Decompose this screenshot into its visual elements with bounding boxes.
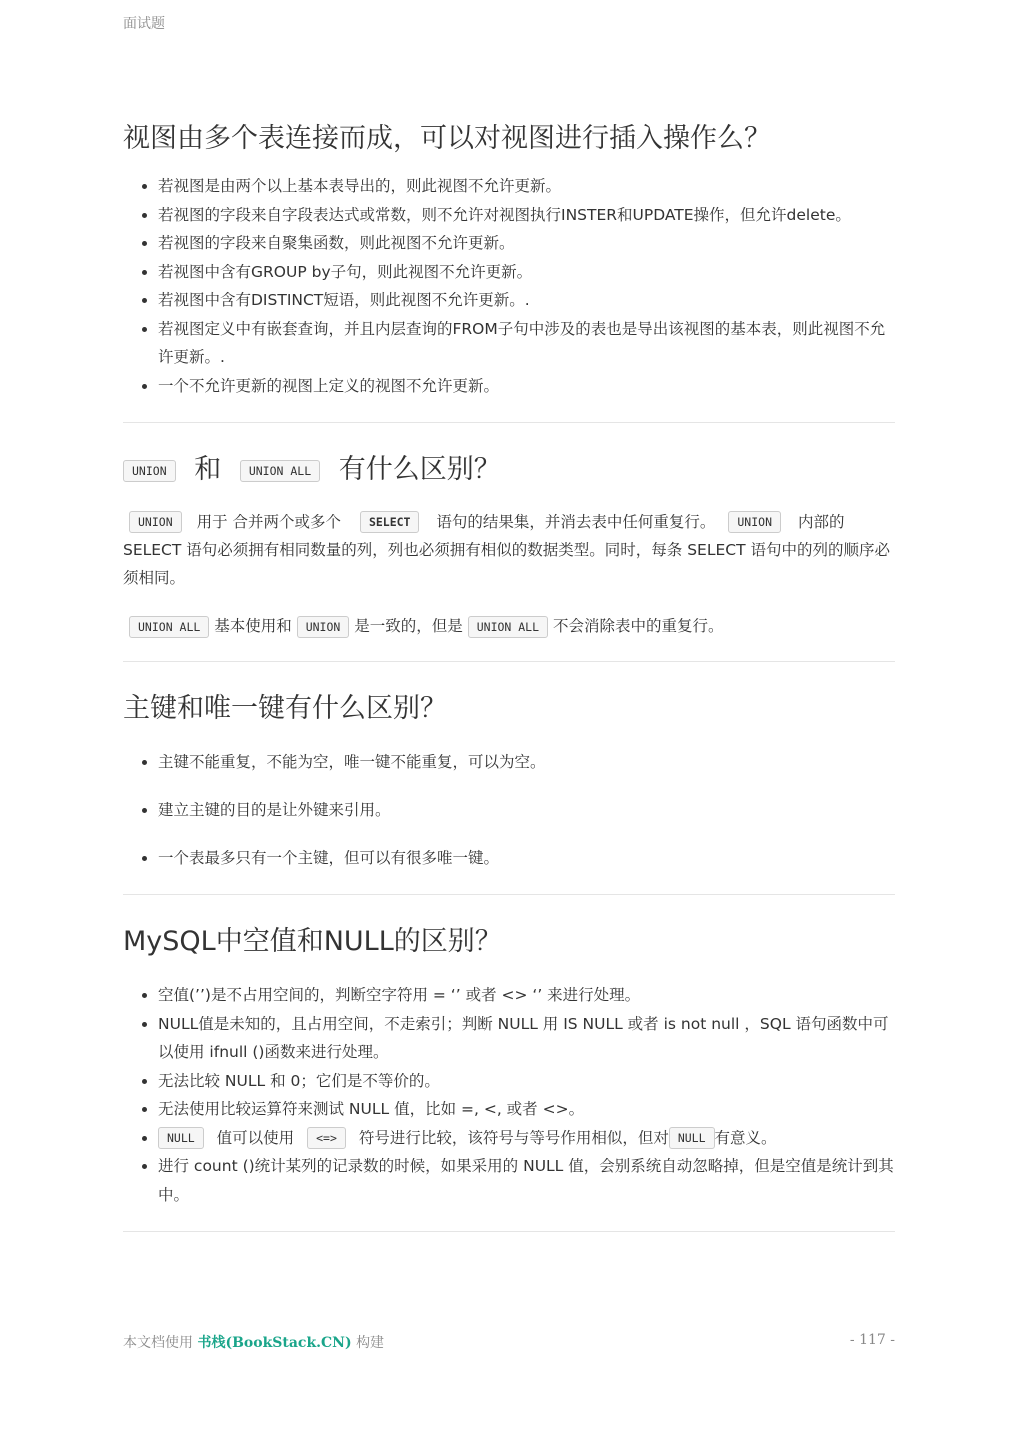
item-text: 值可以使用 (216, 1128, 295, 1147)
union-paragraph-2 (123, 612, 895, 641)
list-item: • 主键不能重复，不能为空，唯一键不能重复，可以为空。 (158, 748, 895, 777)
divider (123, 894, 895, 895)
key-difference-list (123, 748, 895, 873)
list-item: • 若视图定义中有嵌套查询，并且内层查询的FROM子句中涉及的表也是导出该视图的基本表，则此视图不允许更新。. (158, 315, 895, 372)
code-null: NULL (669, 1127, 715, 1149)
list-item: • 无法使用比较运算符来测试 NULL 值，比如 =, <, 或者 <>。 (158, 1095, 895, 1124)
list-item (158, 1124, 895, 1153)
paragraph-text: 内部的 SELECT 语句必须拥有相同数量的列，列也必须拥有相似的数据类型。同时，每条 SELECT 语句中的列的顺序必须相同。 (123, 512, 890, 587)
null-difference-list (123, 981, 895, 1209)
list-item: • 若视图中含有GROUP by子句，则此视图不允许更新。 (158, 258, 895, 287)
list-item: • 无法比较 NULL 和 0；它们是不等价的。 (158, 1067, 895, 1096)
item-text: 有意义。 (714, 1128, 777, 1147)
paragraph-text: 是一致的，但是 (354, 617, 463, 635)
list-item: • 空值(’’)是不占用空间的，判断空字符用 = ‘’ 或者 <> ‘’ 来进行处理。 (158, 981, 895, 1010)
page-footer (123, 1332, 384, 1352)
code-null: NULL (158, 1127, 204, 1149)
section-title-union (123, 451, 895, 490)
list-item: • 若视图是由两个以上基本表导出的，则此视图不允许更新。 (158, 172, 895, 201)
section-title-view-insert: 视图由多个表连接而成，可以对视图进行插入操作么？ (123, 123, 771, 154)
page-header: 面试题 (123, 16, 165, 32)
page-number: - 117 - (849, 1332, 895, 1348)
title-tail: 有什么区别？ (338, 454, 501, 485)
code-union: UNION (297, 616, 350, 638)
section-title-null: MySQL中空值和NULL的区别？ (123, 926, 502, 957)
code-select: SELECT (360, 511, 420, 533)
paragraph-text: 不会消除表中的重复行。 (552, 617, 724, 635)
view-update-rules-list (123, 172, 895, 400)
union-paragraph-1 (123, 508, 895, 593)
list-item: • 若视图的字段来自聚集函数，则此视图不允许更新。 (158, 229, 895, 258)
paragraph-text: 语句的结果集，并消去表中任何重复行。 (436, 512, 716, 531)
code-union-all: UNION ALL (240, 460, 320, 482)
paragraph-text: 用于 合并两个或多个 (196, 512, 341, 531)
footer-brand-link[interactable]: 书栈(BookStack.CN) (197, 1335, 352, 1351)
code-union: UNION (728, 511, 781, 533)
paragraph-text: 基本使用和 (214, 617, 292, 635)
list-item: • 若视图的字段来自字段表达式或常数，则不允许对视图执行INSTER和UPDATE操作，但允许delete。 (158, 201, 895, 230)
code-union-all: UNION ALL (468, 616, 548, 638)
code-union: UNION (129, 511, 182, 533)
list-item: • NULL值是未知的，且占用空间，不走索引；判断 NULL 用 IS NULL 或者 is not null ，SQL 语句函数中可以使用 ifnull ()函数来进行处理。 (158, 1010, 895, 1067)
divider (123, 422, 895, 423)
code-union: UNION (123, 460, 176, 482)
section-title-keys: 主键和唯一键有什么区别？ (123, 692, 447, 724)
list-item: • 进行 count ()统计某列的记录数的时候，如果采用的 NULL 值，会别系统自动忽略掉，但是空值是统计到其中。 (158, 1152, 895, 1209)
list-item: • 若视图中含有DISTINCT短语，则此视图不允许更新。. (158, 286, 895, 315)
divider (123, 661, 895, 662)
footer-suffix: 构建 (356, 1335, 385, 1351)
list-item: • 一个不允许更新的视图上定义的视图不允许更新。 (158, 372, 895, 401)
list-item: • 建立主键的目的是让外键来引用。 (158, 796, 895, 825)
list-item: • 一个表最多只有一个主键，但可以有很多唯一键。 (158, 844, 895, 873)
title-and: 和 (194, 454, 222, 485)
divider (123, 1231, 895, 1232)
item-text: 符号进行比较，该符号与等号作用相似，但对 (358, 1128, 669, 1147)
code-union-all: UNION ALL (129, 616, 209, 638)
footer-prefix: 本文档使用 (123, 1335, 193, 1351)
content (123, 100, 895, 1232)
code-null-safe-equal: <=> (307, 1127, 346, 1149)
